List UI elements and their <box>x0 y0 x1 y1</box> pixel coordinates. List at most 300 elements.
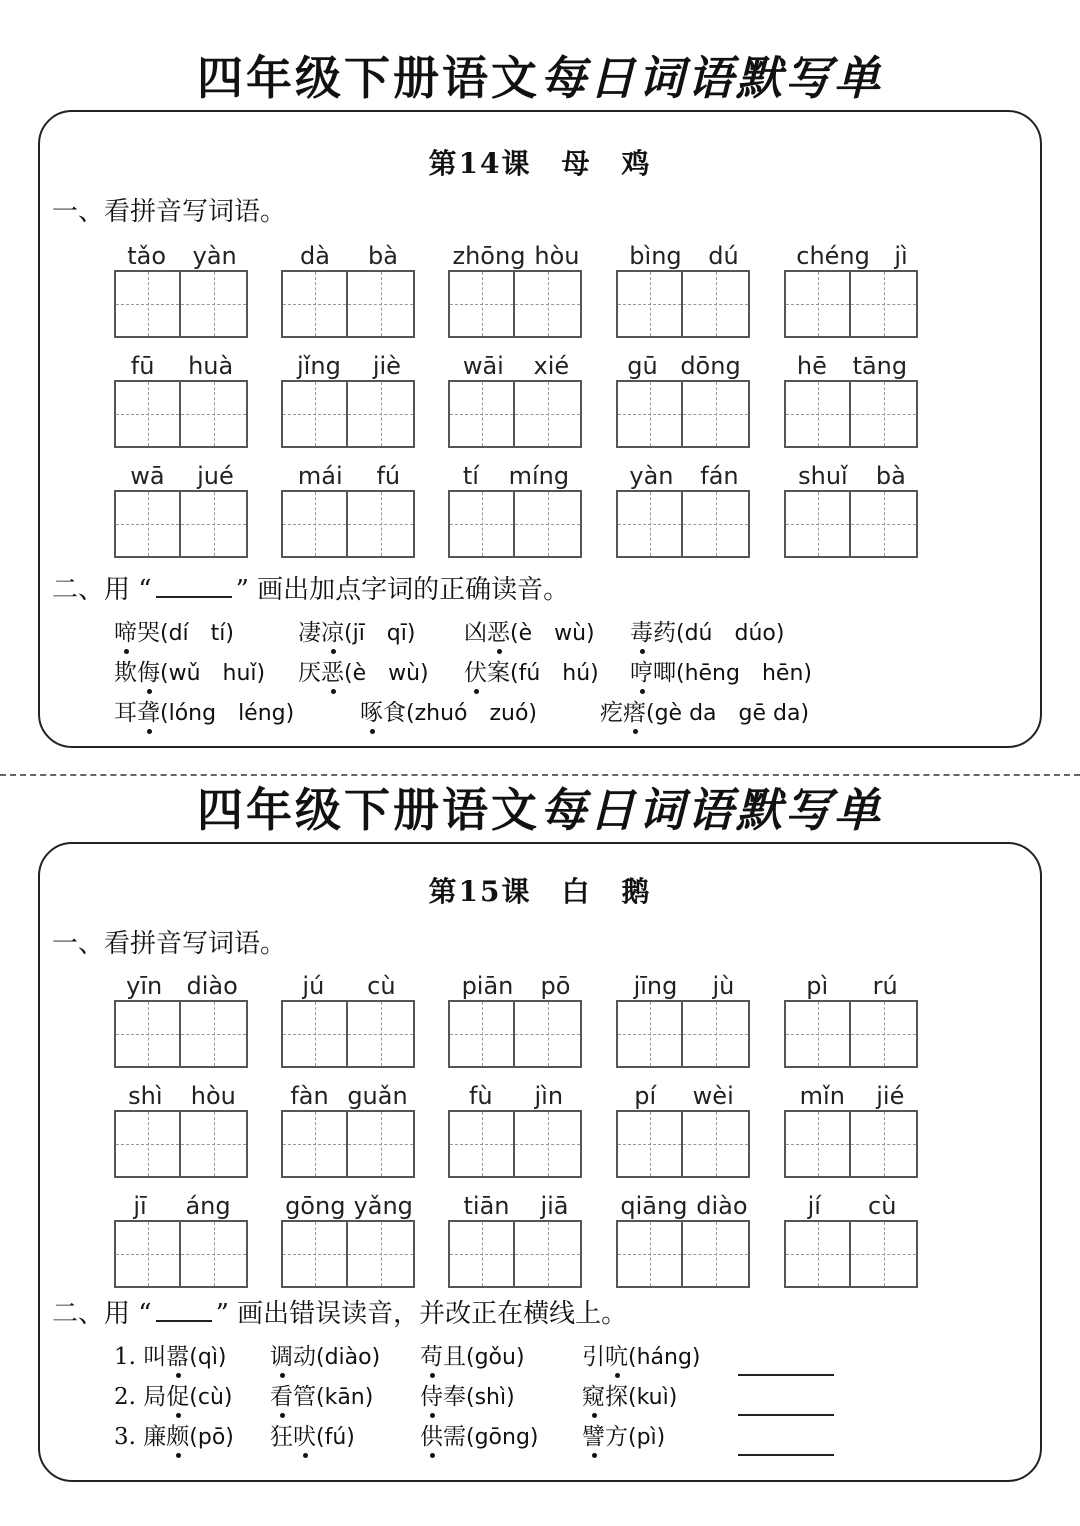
reading-options[interactable]: (è wù) <box>510 621 595 646</box>
tian-zi-ge-box[interactable] <box>515 270 582 338</box>
pinyin-label <box>281 1186 417 1220</box>
word-character: 探 <box>605 1384 628 1410</box>
tian-zi-ge-box[interactable] <box>683 380 750 448</box>
pinyin-label <box>114 346 250 380</box>
dotted-character: 瘩 <box>623 700 646 726</box>
tian-zi-ge-box[interactable] <box>851 1000 918 1068</box>
section-1-heading: 一、看拼音写词语。 <box>52 197 287 227</box>
tian-zi-ge-box[interactable] <box>281 1000 348 1068</box>
writing-boxes <box>448 1110 584 1178</box>
reading-options[interactable]: (qì) <box>189 1345 227 1370</box>
section-2-instruction: 画出错误读音，并改正在横线上。 <box>237 1299 628 1329</box>
tian-zi-ge-box[interactable] <box>181 1000 248 1068</box>
pinyin-label <box>448 966 584 1000</box>
pinyin-label <box>784 966 920 1000</box>
pinyin-syllable: fū <box>130 352 155 380</box>
pinyin-syllable: mǐn <box>799 1082 845 1110</box>
pinyin-syllable: jǐng <box>297 352 341 380</box>
word-character: 动 <box>293 1344 316 1370</box>
pinyin-label <box>784 346 920 380</box>
pinyin-syllable: tǎo <box>127 242 167 270</box>
pinyin-label <box>114 1186 250 1220</box>
reading-options[interactable]: (dú dúo) <box>676 621 785 646</box>
pinyin-syllable: jí <box>807 1192 821 1220</box>
writing-boxes <box>448 380 584 448</box>
quote-close: ” <box>235 575 249 605</box>
word-cell <box>784 456 920 558</box>
dotted-character: 凉 <box>321 620 344 646</box>
writing-boxes <box>114 1000 250 1068</box>
tian-zi-ge-box[interactable] <box>348 270 415 338</box>
dotted-character: 伏 <box>464 660 487 686</box>
tian-zi-ge-box[interactable] <box>181 1220 248 1288</box>
writing-boxes <box>448 1000 584 1068</box>
writing-boxes <box>784 1110 920 1178</box>
pinyin-syllable: yàn <box>629 462 674 490</box>
question-number: 3. <box>114 1424 144 1450</box>
title-italic: 每日词语默写单 <box>540 51 883 105</box>
writing-boxes <box>616 1110 752 1178</box>
tian-zi-ge-box[interactable] <box>616 1110 683 1178</box>
tian-zi-ge-box[interactable] <box>281 490 348 558</box>
word-cell <box>281 1186 417 1288</box>
tian-zi-ge-box[interactable] <box>281 380 348 448</box>
word-character: 药 <box>653 620 676 646</box>
pinyin-label <box>616 966 752 1000</box>
tian-zi-ge-box[interactable] <box>616 1220 683 1288</box>
tian-zi-ge-box[interactable] <box>448 490 515 558</box>
tian-zi-ge-box[interactable] <box>851 380 918 448</box>
reading-options[interactable]: (diào) <box>316 1345 381 1370</box>
tian-zi-ge-box[interactable] <box>515 1000 582 1068</box>
dotted-character: 调 <box>270 1344 293 1370</box>
dotted-character: 促 <box>166 1384 190 1410</box>
word-character: 哭 <box>137 620 160 646</box>
pinyin-syllable: jiè <box>372 352 401 380</box>
pinyin-label <box>784 1076 920 1110</box>
quote-open: “ <box>138 1299 152 1329</box>
word-character: 局 <box>143 1384 167 1410</box>
reading-options[interactable]: (cù) <box>189 1385 233 1410</box>
tian-zi-ge-box[interactable] <box>784 1110 851 1178</box>
pinyin-syllable: hòu <box>534 242 580 270</box>
answer-blank-line[interactable] <box>738 1454 834 1456</box>
pinyin-row <box>114 346 934 456</box>
reading-options[interactable]: (hēng hēn) <box>676 661 812 686</box>
reading-options[interactable]: (shì) <box>466 1385 515 1410</box>
section-2-heading <box>52 1298 627 1330</box>
writing-boxes <box>281 490 417 558</box>
tian-zi-ge-box[interactable] <box>181 490 248 558</box>
word-character: 且 <box>443 1344 466 1370</box>
tian-zi-ge-box[interactable] <box>784 1000 851 1068</box>
pinyin-grid <box>114 966 934 1296</box>
pinyin-row <box>114 1076 934 1186</box>
tian-zi-ge-box[interactable] <box>114 1110 181 1178</box>
pinyin-syllable: shuǐ <box>798 462 848 490</box>
pinyin-syllable: mái <box>297 462 343 490</box>
pinyin-syllable: jīng <box>633 972 678 1000</box>
writing-boxes <box>784 1000 920 1068</box>
tian-zi-ge-box[interactable] <box>181 270 248 338</box>
pinyin-syllable: pí <box>634 1082 657 1110</box>
tian-zi-ge-box[interactable] <box>683 1000 750 1068</box>
pinyin-syllable: bìng <box>629 242 682 270</box>
word-cell <box>448 1186 584 1288</box>
tian-zi-ge-box[interactable] <box>448 1220 515 1288</box>
pinyin-syllable: wāi <box>462 352 504 380</box>
tian-zi-ge-box[interactable] <box>114 1220 181 1288</box>
tian-zi-ge-box[interactable] <box>784 490 851 558</box>
tian-zi-ge-box[interactable] <box>448 270 515 338</box>
pinyin-syllable: rú <box>872 972 898 1000</box>
pinyin-syllable: guǎn <box>347 1082 408 1110</box>
question-item <box>582 1342 701 1373</box>
reading-options[interactable]: (pì) <box>628 1425 666 1450</box>
pinyin-syllable: piān <box>461 972 514 1000</box>
dotted-character: 聋 <box>137 700 160 726</box>
pinyin-syllable: míng <box>508 462 570 490</box>
tian-zi-ge-box[interactable] <box>281 270 348 338</box>
writing-boxes <box>784 490 920 558</box>
dotted-character: 毒 <box>630 620 653 646</box>
question-item <box>630 658 812 689</box>
question-item <box>420 1422 539 1453</box>
lesson-title: 第15课 白 鹅 <box>428 875 652 908</box>
pinyin-label <box>448 346 584 380</box>
reading-options[interactable]: (pō) <box>189 1425 234 1450</box>
question-item <box>582 1422 665 1453</box>
word-cell <box>448 236 584 338</box>
word-character: 叫 <box>143 1344 167 1370</box>
tian-zi-ge-box[interactable] <box>448 1110 515 1178</box>
word-cell <box>448 1076 584 1178</box>
word-character: 需 <box>443 1424 466 1450</box>
writing-boxes <box>114 270 250 338</box>
pinyin-label <box>784 1186 920 1220</box>
question-number: 2. <box>114 1384 144 1410</box>
title-italic: 每日词语默写单 <box>540 783 883 837</box>
pinyin-syllable: jù <box>712 972 735 1000</box>
reading-options[interactable]: (dí tí) <box>160 621 234 646</box>
writing-boxes <box>281 380 417 448</box>
dotted-character: 譬 <box>582 1424 605 1450</box>
tian-zi-ge-box[interactable] <box>348 490 415 558</box>
pinyin-syllable: jī <box>133 1192 147 1220</box>
tian-zi-ge-box[interactable] <box>616 380 683 448</box>
pinyin-syllable: tiān <box>463 1192 510 1220</box>
dotted-character: 供 <box>420 1424 443 1450</box>
dotted-character: 窥 <box>582 1384 605 1410</box>
pinyin-label <box>281 966 417 1000</box>
pinyin-syllable: jié <box>876 1082 905 1110</box>
tian-zi-ge-box[interactable] <box>851 270 918 338</box>
tian-zi-ge-box[interactable] <box>683 1110 750 1178</box>
pinyin-syllable: fàn <box>290 1082 329 1110</box>
word-character: 管 <box>293 1384 316 1410</box>
reading-options[interactable]: (gōng) <box>466 1425 539 1450</box>
tian-zi-ge-box[interactable] <box>683 490 750 558</box>
tian-zi-ge-box[interactable] <box>616 1000 683 1068</box>
dotted-character: 啼 <box>114 620 137 646</box>
pinyin-syllable: jué <box>197 462 234 490</box>
dotted-character: 看 <box>270 1384 293 1410</box>
pinyin-label <box>114 966 250 1000</box>
tian-zi-ge-box[interactable] <box>281 1110 348 1178</box>
tian-zi-ge-box[interactable] <box>851 1110 918 1178</box>
section-2-prefix: 二、用 <box>52 1299 131 1329</box>
section-1-heading: 一、看拼音写词语。 <box>52 929 287 959</box>
question-item <box>114 698 294 729</box>
writing-boxes <box>281 1220 417 1288</box>
tian-zi-ge-box[interactable] <box>448 380 515 448</box>
pinyin-label <box>281 456 417 490</box>
word-cell <box>448 456 584 558</box>
pinyin-syllable: fú <box>376 462 401 490</box>
pinyin-syllable: zhōng <box>452 242 526 270</box>
pinyin-syllable: gōng <box>285 1192 346 1220</box>
pinyin-syllable: cù <box>868 1192 897 1220</box>
writing-boxes <box>281 1110 417 1178</box>
writing-boxes <box>114 490 250 558</box>
reading-options[interactable]: (wǔ huǐ) <box>160 661 266 686</box>
dotted-character: 吭 <box>605 1344 628 1370</box>
underline-sample <box>156 1300 212 1322</box>
dotted-character: 哼 <box>630 660 653 686</box>
section-2-prefix: 二、用 <box>52 575 131 605</box>
pinyin-syllable: bà <box>875 462 906 490</box>
dotted-character: 嚣 <box>166 1344 190 1370</box>
reading-options[interactable]: (lóng léng) <box>160 701 295 726</box>
tian-zi-ge-box[interactable] <box>181 380 248 448</box>
reading-options[interactable]: (jī qī) <box>344 621 416 646</box>
question-item <box>114 1422 234 1453</box>
reading-options[interactable]: (kān) <box>316 1385 374 1410</box>
writing-boxes <box>616 270 752 338</box>
title-bold: 四年级下册语文 <box>197 51 540 105</box>
dotted-character: 吠 <box>293 1424 316 1450</box>
answer-blank-line[interactable] <box>738 1374 834 1376</box>
question-item <box>420 1382 515 1413</box>
pinyin-label <box>616 1186 752 1220</box>
writing-boxes <box>114 1220 250 1288</box>
pinyin-syllable: yīn <box>126 972 163 1000</box>
dotted-character: 侮 <box>137 660 160 686</box>
question-item <box>114 658 265 689</box>
word-character: 凶 <box>464 620 487 646</box>
reading-options[interactable]: (è wù) <box>344 661 429 686</box>
pinyin-syllable: diào <box>186 972 238 1000</box>
tian-zi-ge-box[interactable] <box>348 1220 415 1288</box>
tian-zi-ge-box[interactable] <box>784 1220 851 1288</box>
question-item <box>298 618 415 649</box>
question-item <box>270 1422 355 1453</box>
word-cell <box>281 456 417 558</box>
word-cell <box>784 1076 920 1178</box>
tian-zi-ge-box[interactable] <box>616 490 683 558</box>
writing-boxes <box>784 270 920 338</box>
tian-zi-ge-box[interactable] <box>448 1000 515 1068</box>
reading-options[interactable]: (kuì) <box>628 1385 678 1410</box>
tian-zi-ge-box[interactable] <box>784 380 851 448</box>
reading-options[interactable]: (háng) <box>628 1345 701 1370</box>
dotted-character: 恶 <box>321 660 344 686</box>
writing-boxes <box>616 1220 752 1288</box>
pinyin-syllable: pì <box>806 972 829 1000</box>
pinyin-syllable: wā <box>130 462 165 490</box>
tian-zi-ge-box[interactable] <box>348 380 415 448</box>
pinyin-label <box>616 456 752 490</box>
page-title <box>0 50 1080 106</box>
word-cell <box>616 236 752 338</box>
pinyin-syllable: bà <box>368 242 398 270</box>
pinyin-label <box>616 236 752 270</box>
pinyin-syllable: yàn <box>192 242 237 270</box>
tian-zi-ge-box[interactable] <box>348 1110 415 1178</box>
question-item <box>270 1342 380 1373</box>
tian-zi-ge-box[interactable] <box>851 1220 918 1288</box>
question-item <box>270 1382 373 1413</box>
pinyin-label <box>114 1076 250 1110</box>
pinyin-syllable: xié <box>533 352 570 380</box>
word-character: 廉 <box>143 1424 167 1450</box>
word-character: 凄 <box>298 620 321 646</box>
tian-zi-ge-box[interactable] <box>515 490 582 558</box>
pinyin-syllable: hòu <box>190 1082 236 1110</box>
tian-zi-ge-box[interactable] <box>348 1000 415 1068</box>
pinyin-label <box>281 236 417 270</box>
tian-zi-ge-box[interactable] <box>181 1110 248 1178</box>
dotted-character: 苟 <box>420 1344 443 1370</box>
pinyin-syllable: hē <box>796 352 827 380</box>
word-character: 案 <box>487 660 510 686</box>
pinyin-label <box>114 456 250 490</box>
word-cell <box>114 1186 250 1288</box>
quote-close: ” <box>215 1299 229 1329</box>
tian-zi-ge-box[interactable] <box>114 1000 181 1068</box>
question-item <box>360 698 537 729</box>
pinyin-label <box>448 236 584 270</box>
reading-options[interactable]: (fú hú) <box>510 661 599 686</box>
tian-zi-ge-box[interactable] <box>683 270 750 338</box>
word-cell <box>281 236 417 338</box>
tian-zi-ge-box[interactable] <box>515 380 582 448</box>
tian-zi-ge-box[interactable] <box>851 490 918 558</box>
word-character: 欺 <box>114 660 137 686</box>
reading-options[interactable]: (zhuó zuó) <box>406 701 538 726</box>
question-item <box>464 618 595 649</box>
pinyin-syllable: shì <box>128 1082 163 1110</box>
pinyin-syllable: dú <box>708 242 739 270</box>
word-cell <box>114 1076 250 1178</box>
word-character: 食 <box>383 700 406 726</box>
word-character: 厌 <box>298 660 321 686</box>
pinyin-syllable: yǎng <box>353 1192 413 1220</box>
worksheet-lesson-14 <box>0 0 1080 740</box>
tian-zi-ge-box[interactable] <box>683 1220 750 1288</box>
word-cell <box>448 966 584 1068</box>
pinyin-syllable: qiāng <box>620 1192 688 1220</box>
word-character: 疙 <box>600 700 623 726</box>
pinyin-label <box>784 456 920 490</box>
pinyin-row <box>114 1186 934 1296</box>
dotted-character: 恶 <box>487 620 510 646</box>
word-character: 方 <box>605 1424 628 1450</box>
title-bold: 四年级下册语文 <box>197 783 540 837</box>
word-cell <box>281 966 417 1068</box>
tian-zi-ge-box[interactable] <box>515 1110 582 1178</box>
pinyin-label <box>616 346 752 380</box>
writing-boxes <box>114 380 250 448</box>
question-number: 1. <box>114 1344 144 1370</box>
word-cell <box>448 346 584 448</box>
word-cell <box>281 346 417 448</box>
word-cell <box>784 966 920 1068</box>
tian-zi-ge-box[interactable] <box>784 270 851 338</box>
word-character: 唧 <box>653 660 676 686</box>
pinyin-syllable: diào <box>696 1192 748 1220</box>
word-cell <box>114 346 250 448</box>
word-cell <box>784 346 920 448</box>
pinyin-label <box>281 346 417 380</box>
question-item <box>582 1382 677 1413</box>
pinyin-syllable: dà <box>300 242 330 270</box>
pinyin-row <box>114 456 934 566</box>
pinyin-label <box>448 1076 584 1110</box>
answer-blank-line[interactable] <box>738 1414 834 1416</box>
tian-zi-ge-box[interactable] <box>114 380 181 448</box>
pinyin-syllable: jiā <box>540 1192 569 1220</box>
pinyin-syllable: jì <box>894 242 908 270</box>
tian-zi-ge-box[interactable] <box>515 1220 582 1288</box>
worksheet-lesson-15 <box>0 732 1080 1472</box>
tian-zi-ge-box[interactable] <box>616 270 683 338</box>
writing-boxes <box>281 270 417 338</box>
pinyin-syllable: tāng <box>852 352 908 380</box>
section-2-instruction: 画出加点字词的正确读音。 <box>257 575 570 605</box>
word-cell <box>616 1076 752 1178</box>
word-character: 引 <box>582 1344 605 1370</box>
pinyin-label <box>114 236 250 270</box>
writing-boxes <box>448 270 584 338</box>
reading-options[interactable]: (gǒu) <box>466 1345 525 1370</box>
dotted-character: 颇 <box>166 1424 190 1450</box>
question-item <box>114 1342 227 1373</box>
pinyin-syllable: tí <box>462 462 479 490</box>
tian-zi-ge-box[interactable] <box>114 270 181 338</box>
pinyin-grid <box>114 236 934 566</box>
tian-zi-ge-box[interactable] <box>114 490 181 558</box>
pinyin-syllable: jú <box>302 972 325 1000</box>
word-cell <box>784 236 920 338</box>
reading-options[interactable]: (gè da gē da) <box>646 701 810 726</box>
pinyin-syllable: wèi <box>692 1082 734 1110</box>
question-item <box>114 1382 232 1413</box>
word-character: 狂 <box>270 1424 293 1450</box>
question-item <box>464 658 599 689</box>
word-cell <box>114 456 250 558</box>
pinyin-syllable: dōng <box>680 352 741 380</box>
pinyin-label <box>281 1076 417 1110</box>
pinyin-syllable: pō <box>540 972 571 1000</box>
word-cell <box>784 1186 920 1288</box>
reading-options[interactable]: (fú) <box>316 1425 355 1450</box>
writing-boxes <box>114 1110 250 1178</box>
word-cell <box>616 456 752 558</box>
question-item <box>114 618 234 649</box>
word-character: 耳 <box>114 700 137 726</box>
tian-zi-ge-box[interactable] <box>281 1220 348 1288</box>
